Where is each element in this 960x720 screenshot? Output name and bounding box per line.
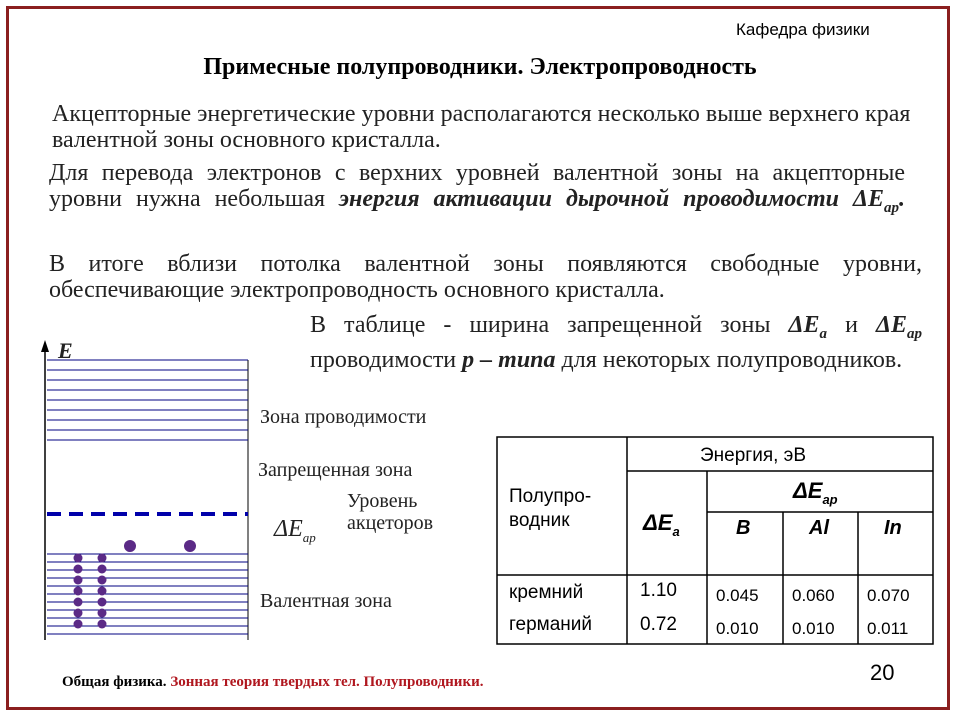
row-germanium-name: германий [509,614,592,635]
p2-emphasis-text: энергия активации [339,186,552,212]
valence-electron-dot [98,576,107,585]
paragraph-free-levels [49,251,922,303]
footer [62,674,484,691]
p2-main-text: Для перевода электронов с верхних уровней валентной зоны на акцепторные уровни нужна небольшая [49,160,905,212]
department-label: Кафедра физики [736,20,870,39]
valence-electron-dot [74,620,83,629]
row-silicon-in: 0.070 [867,586,910,605]
p2-end: . [899,186,906,212]
energy-axis-arrow [41,340,49,352]
row-silicon-al: 0.060 [792,586,835,605]
p4-sub-a: a [819,326,828,342]
valence-electron-dot [74,576,83,585]
semiconductor-header-1: Полупро- [509,486,592,507]
dear-header-text: ΔE [793,478,823,503]
dea-header [643,510,680,539]
col-b-header: B [736,517,751,539]
row-silicon-dea: 1.10 [640,580,677,601]
p2-emphasis-text-2: дырочной проводимости ΔE [565,186,885,212]
acceptor-level-label-2: акцеторов [347,512,434,534]
p4-text-b: проводимости [310,347,463,373]
p4-and: и [827,312,858,338]
valence-electron-dot [74,554,83,563]
dea-header-sub: a [672,524,680,539]
valence-electron-dot [74,598,83,607]
delta-e-ar-label [274,516,316,546]
paragraph-acceptor-levels-text: Акцепторные энергетические уровни располагаются несколько выше верхнего края валентной зоны основного кристалла. [52,101,911,153]
p4-text-c: для некоторых полупроводников. [555,347,903,373]
valence-electron-dot [98,587,107,596]
valence-electron-dot [98,554,107,563]
delta-e-ar-sub: ар [302,530,316,545]
page-number: 20 [870,660,895,685]
col-in-header: In [884,517,902,539]
p4-delta-e: ΔE [788,312,820,338]
paragraph-table-intro [310,312,922,373]
footer-course: Общая физика. [62,674,171,690]
p4-sub-ar: ар [907,326,923,342]
valence-electron-dot [98,565,107,574]
valence-electron-dot [98,609,107,618]
conduction-band-lines [47,360,248,440]
paragraph-acceptor-levels [52,101,922,153]
delta-e-ar-text: ΔE [274,516,303,542]
row-germanium-in: 0.011 [867,619,909,638]
energy-header: Энергия, эВ [700,445,807,466]
dea-header-text: ΔE [643,510,673,535]
row-silicon-name: кремний [509,582,584,603]
valence-band-label: Валентная зона [260,590,392,612]
row-germanium-b: 0.010 [716,619,759,638]
valence-electron-dot [74,565,83,574]
valence-electron-dot [98,598,107,607]
band-diagram [30,330,260,650]
acceptor-electron-dot [124,540,136,552]
row-germanium-al: 0.010 [792,619,835,638]
paragraph-activation-energy [49,160,905,221]
energy-axis-label: E [58,338,73,363]
acceptor-level-label-1: Уровень [347,490,418,512]
col-al-header: Al [809,517,829,539]
slide-title: Примесные полупроводники. Электропроводность [203,54,757,80]
p4-text-a: В таблице - ширина запрещенной зоны [310,312,789,338]
dear-header-sub: ар [822,492,838,507]
valence-electron-dot [74,587,83,596]
valence-electron-dot [74,609,83,618]
row-silicon-b: 0.045 [716,586,759,605]
footer-topic: Зонная теория твердых тел. Полупроводники. [170,674,484,690]
conduction-band-label: Зона проводимости [260,406,427,428]
p2-subscript: ар [884,200,900,216]
electron-dots [74,554,107,629]
p4-delta-e2: ΔE [875,312,908,338]
band-gap-label: Запрещенная зона [258,459,413,481]
semiconductor-header-2: водник [509,510,570,531]
valence-electron-dot [98,620,107,629]
acceptor-electron-dot [184,540,196,552]
paragraph-free-levels-text: В итоге вблизи потолка валентной зоны появляются свободные уровни, обеспечивающие электропроводность основного кристалла. [49,251,922,303]
p4-ptype: p – типа [462,347,556,373]
row-germanium-dea: 0.72 [640,614,677,635]
dear-header [793,478,838,507]
